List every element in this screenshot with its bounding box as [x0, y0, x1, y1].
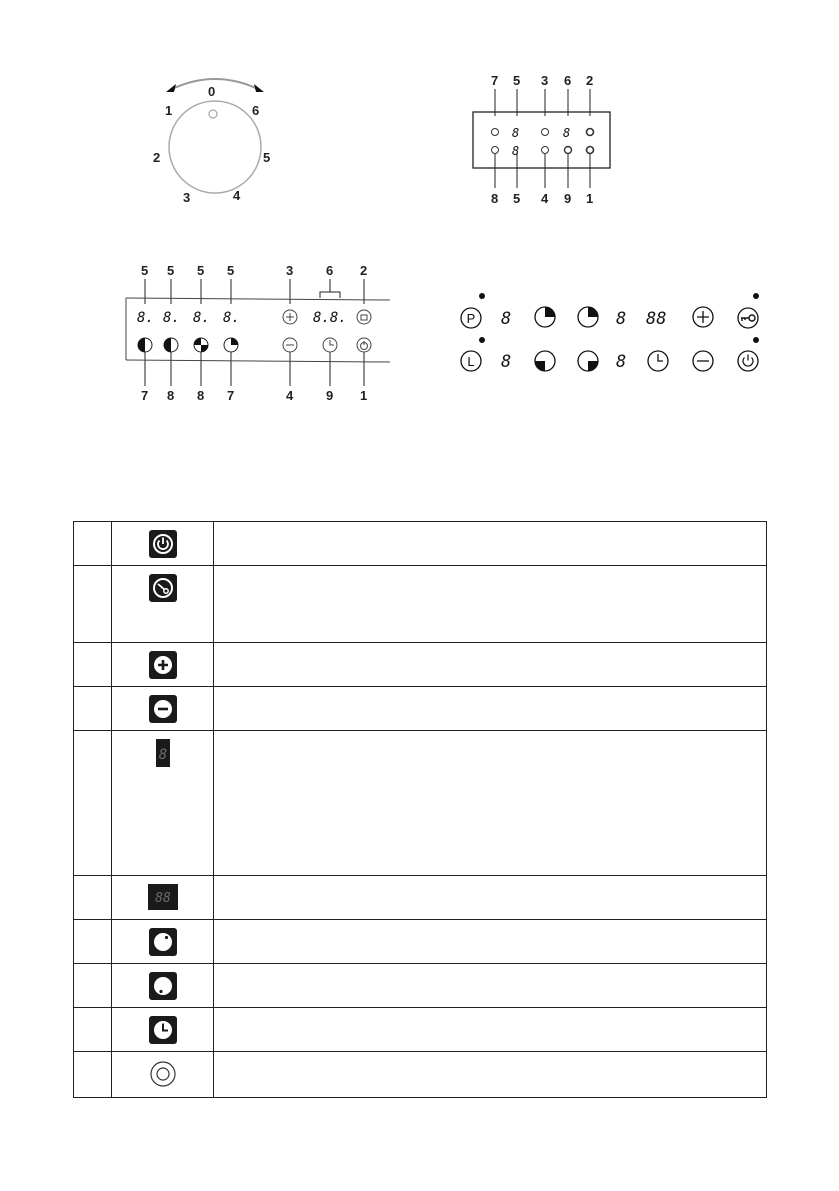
table-row	[74, 1008, 767, 1052]
panel-d-timer-display: 88	[646, 309, 667, 329]
dial-mark-0: 0	[208, 84, 216, 99]
panel-b-display-top: 8	[512, 126, 520, 140]
p-button-icon[interactable]	[461, 308, 481, 328]
touch-panel-c	[120, 258, 395, 408]
table-row	[74, 566, 767, 643]
dial-mark-3: 3	[183, 190, 191, 205]
indicator-dot	[753, 337, 759, 343]
table-row	[74, 876, 767, 920]
zone-selector-icon[interactable]	[224, 338, 238, 352]
dial-mark-6: 6	[252, 103, 260, 118]
power-button-icon[interactable]	[738, 351, 758, 371]
zone-selector-icon[interactable]	[194, 338, 208, 352]
knob-indicator-icon	[209, 110, 217, 118]
legend-display-digits: 88	[154, 891, 171, 906]
panel-b-label-top-1: 7	[491, 73, 499, 88]
panel-c-label-bottom-7: 1	[360, 388, 368, 403]
panel-c-label-bottom-2: 8	[167, 388, 175, 403]
l-button-icon[interactable]	[461, 351, 481, 371]
dial-arrow-right-icon	[254, 84, 264, 92]
minus-button-icon[interactable]	[542, 147, 549, 154]
panel-c-timer-display: 8.8.	[313, 310, 347, 326]
timer-clock-icon[interactable]	[648, 351, 668, 371]
table-row	[74, 1052, 767, 1098]
panel-b-label-bottom-1: 8	[491, 191, 499, 206]
panel-b-label-top-5: 2	[586, 73, 594, 88]
zone-selector-bottom-right-icon[interactable]	[578, 351, 598, 371]
l-button-label: L	[467, 354, 475, 369]
minus-button-icon[interactable]	[283, 338, 297, 352]
lock-button-icon[interactable]	[587, 129, 594, 136]
panel-c-label-bottom-5: 4	[286, 388, 294, 403]
panel-c-label-top-5: 3	[286, 263, 294, 278]
key-lock-icon	[149, 574, 177, 602]
panel-b-label-bottom-5: 1	[586, 191, 594, 206]
touch-panel-b	[470, 70, 620, 210]
panel-c-frame	[126, 298, 390, 362]
dial-mark-2: 2	[153, 150, 161, 165]
panel-c-label-bottom-3: 8	[197, 388, 205, 403]
timer-clock-icon	[149, 1016, 177, 1044]
panel-d-display-top: 8	[501, 309, 512, 329]
panel-b-label-top-3: 3	[541, 73, 549, 88]
panel-c-label-bottom-1: 7	[141, 388, 149, 403]
panel-c-label-bottom-6: 9	[326, 388, 334, 403]
rotary-dial-panel	[140, 70, 290, 210]
panel-b-label-top-4: 6	[564, 73, 572, 88]
table-row	[74, 964, 767, 1008]
table-row	[74, 687, 767, 731]
panel-d-display-bottom-2: 8	[616, 352, 627, 372]
plus-button-icon[interactable]	[693, 307, 713, 327]
panel-c-label-top-1: 5	[141, 263, 149, 278]
panel-c-label-bottom-4: 7	[227, 388, 235, 403]
panel-b-timer-display: 8	[563, 126, 571, 140]
dial-mark-1: 1	[165, 103, 173, 118]
power-icon	[149, 530, 177, 558]
dial-mark-5: 5	[263, 150, 271, 165]
double-digit-display-icon	[148, 884, 178, 910]
zone-button-icon[interactable]	[492, 129, 499, 136]
lock-button-icon[interactable]	[357, 310, 371, 324]
panel-b-label-bottom-2: 5	[513, 191, 521, 206]
panel-b-label-bottom-4: 9	[564, 191, 572, 206]
indicator-dot	[479, 293, 485, 299]
zone-selector-top-right-icon[interactable]	[578, 307, 598, 327]
panel-c-display-1: 8.	[137, 310, 154, 326]
table-row	[74, 920, 767, 964]
power-button-icon[interactable]	[357, 338, 371, 352]
panel-d-display-bottom: 8	[501, 352, 512, 372]
indicator-dot	[479, 337, 485, 343]
dial-mark-4: 4	[233, 188, 241, 203]
key-lock-icon[interactable]	[738, 308, 758, 328]
panel-c-label-top-2: 5	[167, 263, 175, 278]
power-button-icon[interactable]	[587, 147, 594, 154]
timer-button-icon[interactable]	[565, 147, 572, 154]
table-row	[74, 731, 767, 876]
panel-c-display-2: 8.	[163, 310, 180, 326]
panel-d-display-top-2: 8	[616, 309, 627, 329]
zone-selector-icon[interactable]	[138, 338, 152, 352]
zone-selector-bottom-icon	[149, 972, 177, 1000]
panel-c-label-top-4: 5	[227, 263, 235, 278]
panel-b-label-bottom-3: 4	[541, 191, 549, 206]
dual-ring-zone-icon	[149, 1060, 177, 1088]
timer-button-icon[interactable]	[323, 338, 337, 352]
plus-button-icon[interactable]	[283, 310, 297, 324]
minus-button-icon[interactable]	[693, 351, 713, 371]
touch-panel-d	[450, 285, 785, 380]
panel-c-display-3: 8.	[193, 310, 210, 326]
zone-selector-bottom-left-icon[interactable]	[535, 351, 555, 371]
plus-icon	[149, 651, 177, 679]
dial-arrow-left-icon	[166, 84, 176, 92]
minus-icon	[149, 695, 177, 723]
p-button-label: P	[466, 311, 476, 326]
single-digit-display-icon	[156, 739, 170, 767]
table-row	[74, 643, 767, 687]
panel-c-display-4: 8.	[223, 310, 240, 326]
indicator-dot	[753, 293, 759, 299]
panel-c-label-top-3: 5	[197, 263, 205, 278]
panel-b-label-top-2: 5	[513, 73, 521, 88]
zone-button-icon[interactable]	[492, 147, 499, 154]
symbol-legend-table	[73, 521, 767, 1098]
plus-button-icon[interactable]	[542, 129, 549, 136]
table-row	[74, 522, 767, 566]
zone-selector-top-left-icon[interactable]	[535, 307, 555, 327]
zone-selector-icon[interactable]	[164, 338, 178, 352]
panel-c-label-top-7: 2	[360, 263, 368, 278]
panel-c-label-top-6: 6	[326, 263, 334, 278]
panel-b-frame	[473, 112, 610, 168]
panel-b-display-bottom: 8	[512, 144, 520, 158]
legend-display-digit: 8	[158, 747, 167, 763]
zone-selector-top-icon	[149, 928, 177, 956]
